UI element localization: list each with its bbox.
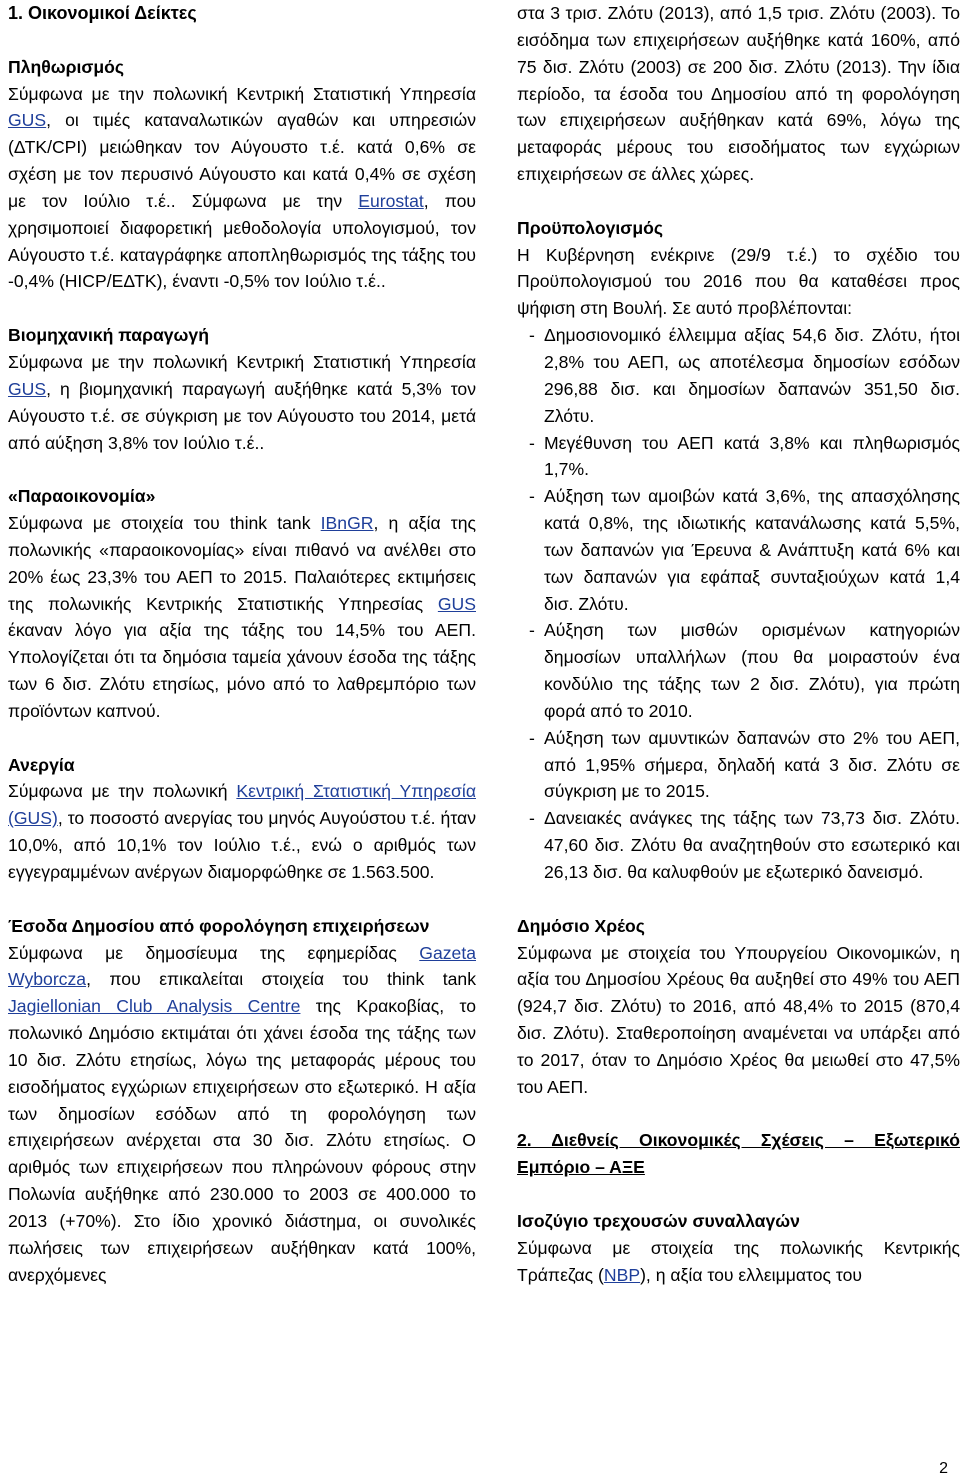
gus-link[interactable]: GUS — [8, 110, 47, 131]
right-column — [517, 0, 960, 1289]
list-item: - Μεγέθυνση του ΑΕΠ κατά 3,8% και πληθωρισμός 1,7%. — [529, 432, 960, 480]
section-2-title: 2. Διεθνείς Οικονομικές Σχέσεις – Εξωτερικό Εμπόριο – ΑΞΕ — [517, 1130, 960, 1178]
section-title: 1. Οικονομικοί Δείκτες — [8, 3, 197, 23]
page-number: 2 — [939, 1460, 948, 1477]
industry-heading: Βιομηχανική παραγωγή — [8, 325, 209, 346]
budget-intro: Η Κυβέρνηση ενέκρινε (29/9 τ.έ.) το σχέδιο του Προϋπολογισμού του 2016 που θα καταθέσει προς ψήφιση στη Βουλή. Σε αυτό προβλέπονται: — [517, 244, 960, 319]
list-item: - Αύξηση των αμοιβών κατά 3,6%, της απασχόλησης κατά 0,8%, της ιδιωτικής κατανάλωσης κατά 5,5%, των δαπανών για Έρευνα & Ανάπτυξη κατά 6% και των δαπανών για εφάπαξ συνταξιούχων κατά 1,4 δισ. Ζλότυ. — [529, 486, 960, 614]
shadow-economy-paragraph: Σύμφωνα με στοιχεία του think tank IBnGR, η αξία της πολωνικής «παραοικονομίας» είναι πιθανό να ανέλθει στο 20% έως 23,3% του ΑΕΠ το 2015. Παλαιότερες εκτιμήσεις της πολωνικής Κεντρικής Στατιστικής Υπηρεσίας GUS έκαναν λόγο για αξία της τάξης του 14,5% του ΑΕΠ. Υπολογίζεται ότι τα δημόσια ταμεία χάνουν έσοδα της τάξης των 6 δισ. Ζλότυ ετησίως, μόνο από το λαθρεμπόριο των προϊόντων καπνού. — [8, 513, 476, 721]
tax-revenue-paragraph: Σύμφωνα με δημοσίευμα της εφημερίδας Gazeta Wyborcza, που επικαλείται στοιχεία του think tank Jagiellonian Club Analysis Centre της Κρακοβίας, το πολωνικό Δημόσιο εκτιμάται ότι χάνει έσοδα της τάξης των 10 δισ. Ζλότυ ετησίως, λόγω της μεταφοράς μέρους του εισοδήματος εγχώριων επιχειρήσεων στο εξωτερικό. Η αξία των δημοσίων εσόδων από τη φορολόγηση των επιχειρήσεων ανέρχεται στα 30 δισ. Ζλότυ ετησίως. Ο αριθμός των επιχειρήσεων που πληρώνουν φόρους στην Πολωνία αυξήθηκε από 230.000 το 2003 σε 400.000 το 2013 (+70%). Στο ίδιο χρονικό διάστημα, οι συνολικές πωλήσεις των επιχειρήσεων αυξήθηκαν κατά 100%, ανερχόμενες — [8, 942, 476, 1285]
nbp-link[interactable]: NBP — [603, 1264, 641, 1285]
unemployment-heading: Ανεργία — [8, 754, 75, 775]
gus-link[interactable]: GUS — [8, 378, 47, 399]
industry-paragraph: Σύμφωνα με την πολωνική Κεντρική Στατιστική Υπηρεσία GUS, η βιομηχανική παραγωγή αυξήθηκε κατά 5,3% τον Αύγουστο τ.έ. σε σύγκριση με τον Αύγουστο του 2014, μετά από αύξηση 3,8% τον Ιούλιο τ.έ.. — [8, 351, 476, 453]
jagiellonian-club-link[interactable]: Jagiellonian Club Analysis Centre — [8, 996, 301, 1017]
list-item: - Αύξηση των αμυντικών δαπανών στο 2% του ΑΕΠ, από 1,95% σήμερα, δηλαδή κατά 3 δισ. Ζλότυ σε σύγκριση με το 2015. — [529, 727, 960, 802]
current-account-heading: Ισοζύγιο τρεχουσών συναλλαγών — [517, 1210, 800, 1231]
public-debt-heading: Δημόσιο Χρέος — [517, 915, 645, 936]
list-item: - Δανειακές ανάγκες της τάξης των 73,73 δισ. Ζλότυ. 47,60 δισ. Ζλότυ θα αναζητηθούν στο εσωτερικό και 26,13 δισ. θα καλυφθούν με εξωτερικό δανεισμό. — [529, 808, 960, 882]
gus-full-link[interactable]: Κεντρική Στατιστική Υπηρεσία (GUS) — [8, 781, 476, 829]
budget-heading: Προϋπολογισμός — [517, 217, 663, 238]
tax-revenue-heading: Έσοδα Δημοσίου από φορολόγηση επιχειρήσεων — [8, 915, 430, 936]
inflation-paragraph: Σύμφωνα με την πολωνική Κεντρική Στατιστική Υπηρεσία GUS, οι τιμές καταναλωτικών αγαθών και υπηρεσιών (ΔΤΚ/CPI) μειώθηκαν τον Αύγουστο τ.έ. κατά 0,6% σε σχέση με τον περυσινό Αύγουστο και κατά 0,4% σε σχέση με τον Ιούλιο τ.έ.. Σύμφωνα με την Eurostat, που χρησιμοποιεί διαφορετική μεθοδολογία υπολογισμού, τον Αύγουστο τ.έ. καταγράφηκε αποπληθωρισμός της τάξης του -0,4% (HICP/ΕΔΤΚ), έναντι -0,5% τον Ιούλιο τ.έ.. — [8, 83, 476, 292]
shadow-economy-heading: «Παραοικονομία» — [8, 486, 156, 507]
list-item: - Δημοσιονομικό έλλειμμα αξίας 54,6 δισ. Ζλότυ, ήτοι 2,8% του ΑΕΠ, ως αποτέλεσμα δημοσίων εσόδων 296,88 δισ. και δημοσίων δαπανών 351,50 δισ. Ζλότυ. — [529, 325, 960, 426]
public-debt-paragraph: Σύμφωνα με στοιχεία του Υπουργείου Οικονομικών, η αξία του Δημοσίου Χρέους θα αυξηθεί στο 49% του ΑΕΠ (924,7 δισ. Ζλότυ) το 2016, από 48,4% το 2015 (870,4 δισ. Ζλότυ). Σταθεροποίηση αναμένεται να υπάρξει από το 2017, όταν το Δημόσιο Χρέος θα μειωθεί στο 47,5% του ΑΕΠ. — [517, 942, 960, 1097]
gazeta-wyborcza-link[interactable]: Gazeta Wyborcza — [8, 942, 476, 990]
tax-revenue-continued: στα 3 τρισ. Ζλότυ (2013), από 1,5 τρισ. Ζλότυ (2003). Το εισόδημα των επιχειρήσεων αυξήθηκε κατά 160%, από 75 δισ. Ζλότυ (2003) σε 200 δισ. Ζλότυ (2013). Την ίδια περίοδο, τα έσοδα του Δημοσίου από τη φορολόγηση των επιχειρήσεων αυξήθηκαν κατά 69%, λόγω της μεταφοράς μέρους του εισοδήματος των εγχώριων επιχειρήσεων σε άλλες χώρες. — [517, 3, 960, 185]
list-item: - Αύξηση των μισθών ορισμένων κατηγοριών δημοσίων υπαλλήλων (που θα μοιραστούν ένα κονδύλιο της τάξης των 2 δισ. Ζλότυ), για πρώτη φορά από το 2010. — [529, 620, 960, 721]
current-account-paragraph: Σύμφωνα με στοιχεία της πολωνικής Κεντρικής Τράπεζας (NBP), η αξία του ελλειμματος του — [517, 1237, 960, 1285]
inflation-heading: Πληθωρισμός — [8, 56, 125, 77]
unemployment-paragraph: Σύμφωνα με την πολωνική Κεντρική Στατιστική Υπηρεσία (GUS), το ποσοστό ανεργίας του μηνός Αυγούστου τ.έ. ήταν 10,0%, από 10,1% τον Ιούλιο τ.έ., ενώ ο αριθμός των εγγεγραμμένων ανέργων διαμορφώθηκε σε 1.563.500. — [8, 781, 476, 882]
budget-list — [517, 322, 960, 886]
ibngr-link[interactable]: IBnGR — [320, 513, 374, 534]
eurostat-link[interactable]: Eurostat — [358, 190, 424, 211]
gus-link[interactable]: GUS — [437, 593, 476, 614]
left-column — [8, 0, 476, 1289]
